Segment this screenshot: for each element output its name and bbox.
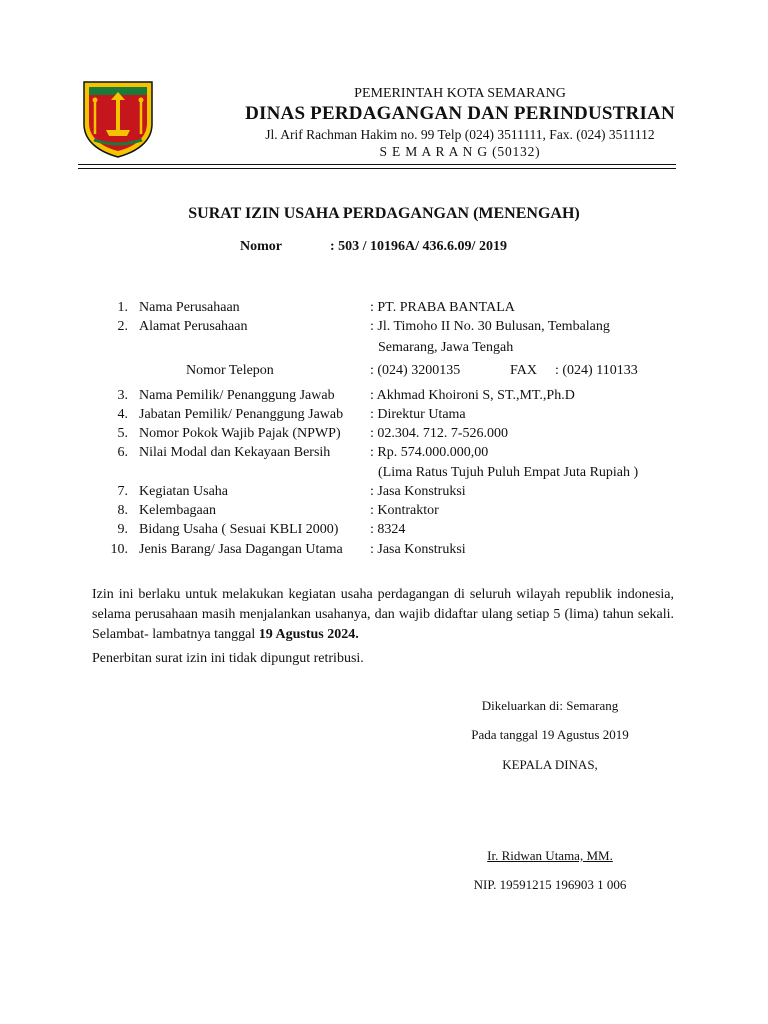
- field-label-business-field: Bidang Usaha ( Sesuai KBLI 2000): [139, 522, 339, 537]
- field-label-owner-position: Jabatan Pemilik/ Penanggung Jawab: [139, 407, 344, 422]
- field-value-npwp: : 02.304. 712. 7-526.000: [370, 426, 509, 441]
- field-label-business-activity: Kegiatan Usaha: [139, 484, 229, 499]
- field-value-main-goods: : Jasa Konstruksi: [370, 542, 466, 557]
- validity-expiry-date: 19 Agustus 2024.: [258, 627, 359, 642]
- field-value-owner-position: : Direktur Utama: [370, 407, 466, 422]
- field-number: 4.: [117, 407, 128, 422]
- field-label-owner-name: Nama Pemilik/ Penanggung Jawab: [139, 388, 335, 403]
- validity-paragraph: [92, 585, 674, 645]
- field-number: 10.: [110, 542, 128, 557]
- field-number: 6.: [117, 445, 128, 460]
- field-value-business-field: : 8324: [370, 522, 406, 537]
- field-label-phone: Nomor Telepon: [186, 363, 274, 378]
- field-number: 9.: [117, 522, 128, 537]
- field-value-business-activity: : Jasa Konstruksi: [370, 484, 466, 499]
- validity-text: Izin ini berlaku untuk melakukan kegiatan usaha perdagangan di seluruh wilayah republik indonesia, selama perusahaan masih menjalankan usahanya, dan wajib didaftar ulang setiap 5 (lima) tahun sekali. Selambat- lambatnya tanggal: [92, 587, 674, 642]
- nomor-value: : 503 / 10196A/ 436.6.09/ 2019: [330, 239, 507, 254]
- field-number: 5.: [117, 426, 128, 441]
- field-label-company-address: Alamat Perusahaan: [139, 319, 248, 334]
- field-value-fax: : (024) 110133: [555, 363, 638, 378]
- signatory-name: Ir. Ridwan Utama, MM.: [487, 848, 613, 863]
- issued-at: Dikeluarkan di: Semarang: [481, 698, 619, 713]
- field-label-capital: Nilai Modal dan Kekayaan Bersih: [139, 445, 331, 460]
- issue-date: Pada tanggal 19 Agustus 2019: [471, 727, 629, 742]
- field-value-company-name: : PT. PRABA BANTALA: [370, 300, 515, 315]
- fee-note: Penerbitan surat izin ini tidak dipungut retribusi.: [92, 651, 364, 666]
- office-city: S E M A R A N G (50132): [379, 144, 541, 159]
- field-value-phone: : (024) 3200135: [370, 363, 461, 378]
- city-coat-of-arms-logo: [80, 78, 156, 158]
- field-value-company-address-line2: Semarang, Jawa Tengah: [378, 340, 514, 355]
- field-value-institution: : Kontraktor: [370, 503, 439, 518]
- office-name: DINAS PERDAGANGAN DAN PERINDUSTRIAN: [245, 103, 675, 124]
- letterhead-divider-thin: [78, 168, 676, 169]
- field-number: 8.: [117, 503, 128, 518]
- government-line: PEMERINTAH KOTA SEMARANG: [354, 86, 566, 101]
- office-address: Jl. Arif Rachman Hakim no. 99 Telp (024) 3511111, Fax. (024) 3511112: [265, 127, 655, 142]
- field-number: 3.: [117, 388, 128, 403]
- field-value-capital: : Rp. 574.000.000,00: [370, 445, 489, 460]
- field-number: 7.: [117, 484, 128, 499]
- signatory-position: KEPALA DINAS,: [502, 757, 598, 772]
- nomor-label: Nomor: [240, 239, 282, 254]
- field-label-fax: FAX: [510, 363, 537, 378]
- signatory-nip: NIP. 19591215 196903 1 006: [473, 877, 627, 892]
- field-value-capital-words: (Lima Ratus Tujuh Puluh Empat Juta Rupiah ): [378, 465, 639, 480]
- field-label-institution: Kelembagaan: [139, 503, 216, 518]
- letterhead-divider: [78, 164, 676, 165]
- field-number: 1.: [117, 300, 128, 315]
- field-label-main-goods: Jenis Barang/ Jasa Dagangan Utama: [139, 542, 343, 557]
- field-label-company-name: Nama Perusahaan: [139, 300, 240, 315]
- field-number: 2.: [117, 319, 128, 334]
- field-label-npwp: Nomor Pokok Wajib Pajak (NPWP): [139, 426, 341, 441]
- field-value-owner-name: : Akhmad Khoironi S, ST.,MT.,Ph.D: [370, 388, 575, 403]
- field-value-company-address: : Jl. Timoho II No. 30 Bulusan, Tembalang: [370, 319, 610, 334]
- document-title: SURAT IZIN USAHA PERDAGANGAN (MENENGAH): [188, 205, 580, 222]
